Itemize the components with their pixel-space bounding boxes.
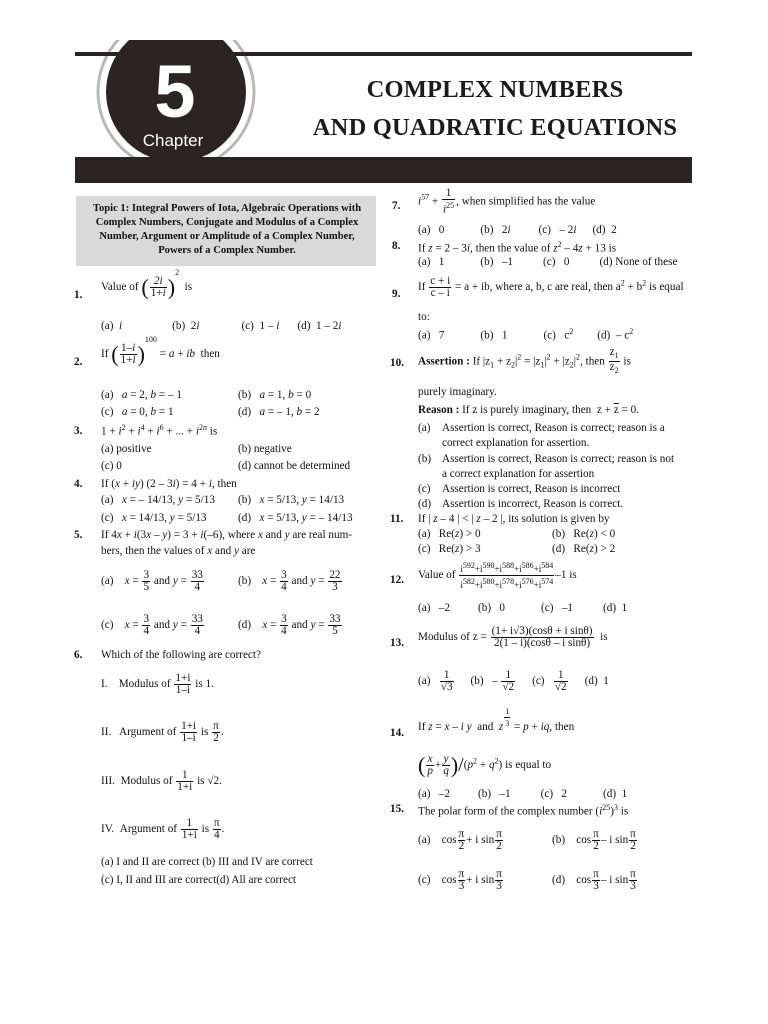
- question-10-option-a-label: (a): [418, 422, 431, 434]
- question-number: 11.: [390, 513, 404, 525]
- question-14-stem-2: ( $\frac{x}{p}$ + $\frac{y}{q}$ )$/(p^2 + q^2)$ is equal to: [418, 752, 552, 778]
- question-6-statement-3: III. Modulus of $\frac{1}{1+i}$ is √2.: [101, 769, 222, 793]
- question-10-option-c: Assertion is correct, Reason is incorrect: [442, 483, 621, 495]
- chapter-number: 5: [154, 50, 196, 133]
- question-4-option-b: (b) x = 5/13, y = 14/13: [238, 494, 345, 506]
- question-number: 4.: [74, 478, 83, 490]
- question-6-options-ab: (a) I and II are correct (b) III and IV are correct: [101, 856, 313, 868]
- question-number: 14.: [390, 727, 404, 739]
- question-15-option-b: (b) cos $\frac{\pi}{2}$ – i sin $\frac{\pi}{2}$: [552, 828, 636, 852]
- question-1-stem: Value of ( $\frac{2i}{1+i}$ )$^2$ is: [101, 268, 193, 300]
- question-10-option-d: Assertion is incorrect, Reason is correct.: [442, 498, 624, 510]
- question-number: 7.: [392, 200, 401, 212]
- question-5-option-c: (c) x = $\frac{3}{4}$ and y = $\frac{33}{4}$: [101, 613, 203, 637]
- question-9-options: (a) 7 (b) 1 (c) $c^2$ $(d) - c^2$: [418, 327, 634, 342]
- question-11-option-c: (c) Re(z) > 3: [418, 543, 481, 555]
- question-10-stem: Assertion : If $|z_1 + z_2|^2 = |z_1|^2 + |z_2|^2$, then $\frac{z_1}{z_2}$ is: [418, 346, 631, 376]
- question-15-option-d: (d) cos $\frac{\pi}{3}$ – i sin $\frac{\pi}{3}$: [552, 868, 636, 892]
- question-2-option-b: (b) a = 1, b = 0: [238, 389, 312, 401]
- question-10-option-c-label: (c): [418, 483, 431, 495]
- question-3-option-b: (b) negative: [238, 443, 292, 455]
- question-9-stem: If $\frac{c + i}{c - i}$ = a + ib, where a, b, c are real, then $a^2 + b^2$ is equal: [418, 275, 684, 299]
- question-13-stem: Modulus of z = $\frac{\text{(1+ i√3)(cosθ + i sinθ)}}{\text{2(1 – i)(cosθ – i sinθ)}}$ is: [418, 625, 608, 649]
- question-5-option-b: (b) x = $\frac{3}{4}$ and y = $\frac{22}{3}$: [238, 569, 341, 593]
- question-6-stem: Which of the following are correct?: [101, 649, 261, 661]
- question-2-stem: If ( $\frac{1-i}{1+i}$ )$^{100}$ = a + ib then: [101, 335, 220, 367]
- question-number: 8.: [392, 240, 401, 252]
- question-8-stem: If z = 2 – 3i, then the value of $z^2 - 4z + 13$ is: [418, 240, 617, 255]
- question-4-option-a: (a) x = – 14/13, y = 5/13: [101, 494, 215, 506]
- question-3-stem: $1 + i^2 + i^4 + i^6$ + ... + $i^{2n}$ is: [101, 423, 218, 438]
- chapter-title-line1: COMPLEX NUMBERS: [366, 76, 624, 103]
- question-5-option-d: (d) x = $\frac{3}{4}$ and y = $\frac{33}{5}$: [238, 613, 341, 637]
- question-4-option-d: (d) x = 5/13, y = – 14/13: [238, 512, 353, 524]
- question-10-option-a: Assertion is correct, Reason is correct; reason is a: [442, 422, 665, 434]
- question-11-option-d: (d) Re(z) > 2: [552, 543, 616, 555]
- question-2-option-d: (d) a = – 1, b = 2: [238, 406, 320, 418]
- question-11-stem: If | z – 4 | < | z – 2 |, its solution is given by: [418, 513, 610, 525]
- question-1-options: (a) i (b) 2i (c) 1 – i (d) 1 – 2i: [101, 320, 342, 332]
- question-15-option-a: (a) cos $\frac{\pi}{2}$ + i sin $\frac{\pi}{2}$: [418, 828, 502, 852]
- question-11-option-a: (a) Re(z) > 0: [418, 528, 481, 540]
- question-7-stem: $i^{57}$ + $\frac{1}{i^{25}}$ , when simplified has the value: [418, 187, 596, 216]
- chapter-label: Chapter: [142, 131, 204, 150]
- question-3-option-a: (a) positive: [101, 443, 152, 455]
- question-number: 1.: [74, 289, 83, 301]
- topic-heading: Topic 1: Integral Powers of Iota, Algebraic Operations with Complex Numbers, Conjugate and Modulus of a Complex Number, Argument or Amplitude of a Complex Number, Powers of a Complex Number.: [92, 203, 362, 256]
- question-9-stem-2: to:: [418, 311, 430, 323]
- question-6-statement-1: I. Modulus of $\frac{1+i}{1-i}$ is 1.: [101, 672, 214, 696]
- question-6-statement-4: IV. Argument of $\frac{1}{1+i}$ is $\frac{\pi}{4}$ .: [101, 817, 225, 841]
- question-number: 9.: [392, 288, 401, 300]
- question-12-stem: Value of $\frac{i^{592}+i^{590}+i^{588}+i^{586}+i^{584}}{i^{582}+i^{580}+i^{578}+i^{576}+i^{574}}$ –1 is: [418, 561, 577, 590]
- question-10-option-b-2: a correct explanation for assertion: [442, 468, 595, 480]
- chapter-title-line2: AND QUADRATIC EQUATIONS: [312, 114, 678, 141]
- question-10-stem-2: purely imaginary.: [418, 386, 497, 398]
- question-2-option-a: (a) a = 2, b = – 1: [101, 389, 182, 401]
- question-10-option-b-label: (b): [418, 453, 432, 465]
- question-10-option-b: Assertion is correct, Reason is correct; reason is not: [442, 453, 675, 465]
- question-15-stem: The polar form of the complex number $(i^{25})^3$ is: [418, 803, 629, 818]
- question-4-option-c: (c) x = 14/13, y = 5/13: [101, 512, 207, 524]
- question-5-stem: If 4x + i(3x – y) = 3 + i(–6), where x and y are real num-: [101, 529, 353, 541]
- question-number: 3.: [74, 425, 83, 437]
- question-8-options: (a) 1 (b) –1 (c) 0 (d) None of these: [418, 256, 678, 268]
- question-12-options: (a) –2 (b) 0 (c) –1 (d) 1: [418, 602, 628, 614]
- question-13-options: (a) $\frac{1}{√3}$ (b) – $\frac{1}{√2}$ (c) $\frac{1}{√2}$ (d) 1: [418, 669, 609, 693]
- question-number: 12.: [390, 574, 404, 586]
- question-10-option-d-label: (d): [418, 498, 432, 510]
- question-number: 15.: [390, 803, 404, 815]
- question-11-option-b: (b) Re(z) < 0: [552, 528, 616, 540]
- question-3-option-c: (c) 0: [101, 460, 122, 472]
- question-number: 6.: [74, 649, 83, 661]
- question-10-reason: Reason : If z is purely imaginary, then $z + \overline{z} = 0$.: [418, 404, 639, 416]
- question-3-option-d: (d) cannot be determined: [238, 460, 351, 472]
- question-number: 13.: [390, 637, 404, 649]
- question-number: 10.: [390, 357, 404, 369]
- question-5-stem-2: bers, then the values of x and y are: [101, 545, 256, 557]
- question-number: 5.: [74, 529, 83, 541]
- question-6-options-cd: (c) I, II and III are correct(d) All are correct: [101, 874, 297, 886]
- question-14-options: (a) –2 (b) –1 (c) 2 (d) 1: [418, 788, 628, 800]
- question-5-option-a: (a) x = $\frac{3}{5}$ and y = $\frac{33}{4}$: [101, 569, 203, 593]
- question-6-statement-2: II. Argument of $\frac{1+i}{1-i}$ is $\frac{\pi}{2}$ .: [101, 720, 224, 744]
- question-4-stem: If (x + iy) (2 – 3i) = 4 + i, then: [101, 478, 237, 490]
- question-15-option-c: (c) cos $\frac{\pi}{3}$ + i sin $\frac{\pi}{3}$: [418, 868, 502, 892]
- header-bottom-band: [75, 157, 692, 183]
- question-2-option-c: (c) a = 0, b = 1: [101, 406, 174, 418]
- question-14-stem: If z = x – i y and z $^{\frac{1}{3}}$ = p + iq, then: [418, 707, 575, 734]
- question-number: 2.: [74, 356, 83, 368]
- question-10-option-a-2: correct explanation for assertion.: [442, 437, 590, 449]
- question-7-options: (a) 0 (b) 2i (c) – 2i (d) 2: [418, 224, 617, 236]
